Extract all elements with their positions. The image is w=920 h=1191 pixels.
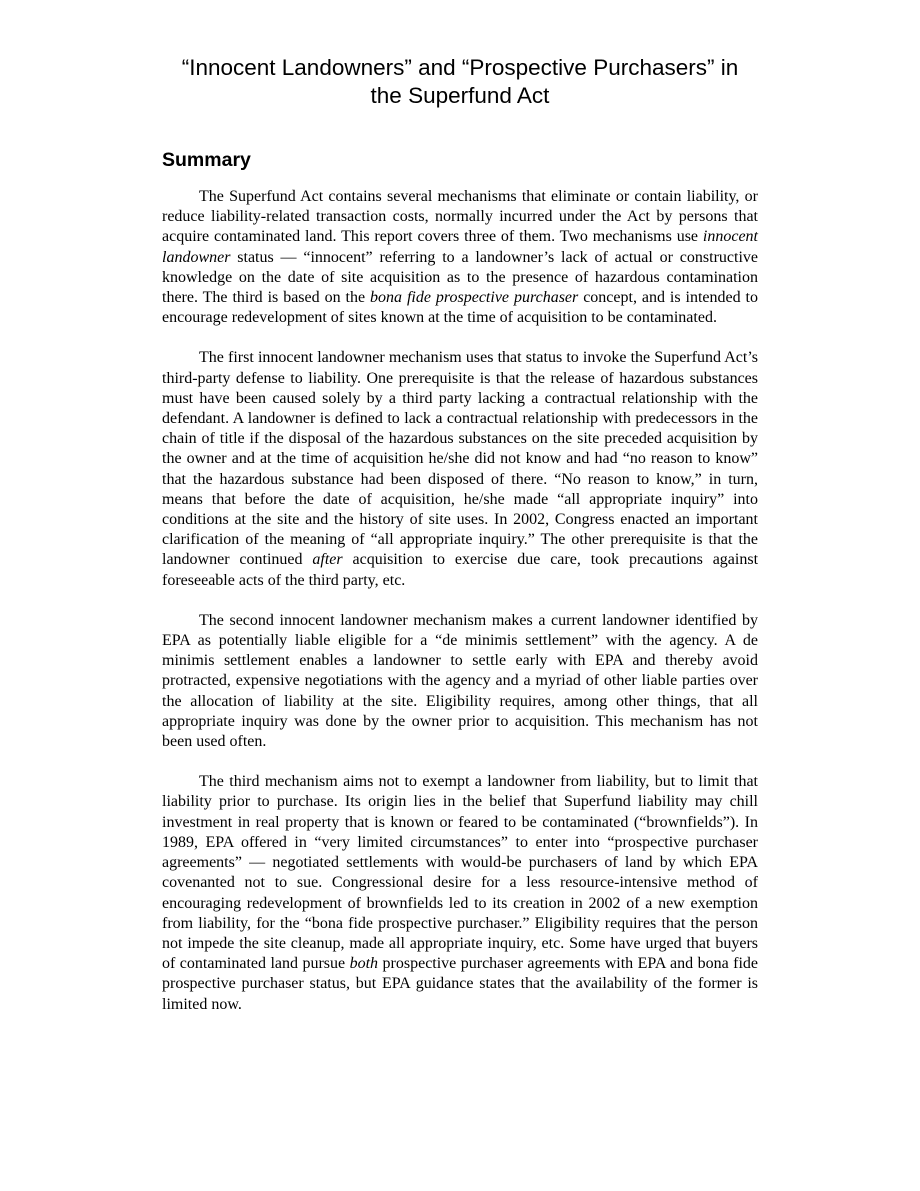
paragraph-text: The second innocent landowner mechanism makes a current landowner identified by EPA as potentially liable eligible for a “de minimis settlement” with the agency. A de minimis settlement enables a landowner to settle early with EPA and thereby avoid protracted, expensive negotiations with the agency and a myriad of other liable parties over the allocation of liability at the site. Eligibility requires, among other things, that all appropriate inquiry was done by the owner prior to acquisition. This mechanism has not been used often.: [162, 611, 758, 751]
paragraph-text: prospective purchaser agreements with EPA and bona fide prospective purchaser status, but EPA guidance states that the availability of the former is limited now.: [162, 955, 759, 1013]
italic-term: after: [312, 551, 343, 569]
summary-paragraph-3: [162, 611, 758, 752]
summary-paragraph-1: [162, 187, 758, 328]
paragraph-text: concept, and is intended to encourage redevelopment of sites known at the time of acquisition to be contaminated.: [162, 289, 758, 327]
paragraph-text: acquisition to exercise due care, took precautions against foreseeable acts of the third party, etc.: [162, 551, 759, 589]
paragraph-text: The first innocent landowner mechanism uses that status to invoke the Superfund Act’s third-party defense to liability. One prerequisite is that the release of hazardous substances must have been caused solely by a third party lacking a contractual relationship with the defendant. A landowner is defined to lack a contractual relationship with predecessors in the chain of title if the disposal of the hazardous substances on the site preceded acquisition by the owner and at the time of acquisition he/she did not know and had “no reason to know” that the hazardous substance had been disposed of there. “No reason to know,” in turn, means that before the date of acquisition, he/she made “all appropriate inquiry” into conditions at the site and the history of site uses. In 2002, Congress enacted an important clarification of the meaning of “all appropriate inquiry.” The other prerequisite is that the landowner continued: [162, 349, 758, 569]
title-line-2: the Superfund Act: [370, 83, 550, 108]
italic-term: both: [349, 955, 379, 973]
italic-term: bona fide prospective purchaser: [370, 289, 579, 307]
summary-paragraph-2: [162, 348, 758, 590]
summary-heading: Summary: [162, 149, 251, 171]
document-title: [162, 54, 758, 110]
summary-paragraph-4: [162, 772, 758, 1014]
paragraph-text: status — “innocent” referring to a landowner’s lack of actual or constructive knowledge on the date of site acquisition as to the presence of hazardous contamination there. The third is based on the: [162, 248, 758, 307]
italic-term: innocent landowner: [162, 228, 758, 266]
paragraph-text: The third mechanism aims not to exempt a landowner from liability, but to limit that liability prior to purchase. Its origin lies in the belief that Superfund liability may chill investment in real property that is known or feared to be contaminated (“brownfields”). In 1989, EPA offered in “very limited circumstances” to enter into “prospective purchaser agreements” — negotiated settlements with would-be purchasers of land by which EPA covenanted not to sue. Congressional desire for a less resource-intensive method of encouraging redevelopment of brownfields led to its creation in 2002 of a new exemption from liability, for the “bona fide prospective purchaser.” Eligibility requires that the person not impede the site cleanup, made all appropriate inquiry, etc. Some have urged that buyers of contaminated land pursue: [162, 773, 758, 973]
title-line-1: “Innocent Landowners” and “Prospective Purchasers” in: [181, 55, 739, 80]
document-page: [162, 54, 758, 1015]
paragraph-text: The Superfund Act contains several mechanisms that eliminate or contain liability, or reduce liability-related transaction costs, normally incurred under the Act by persons that acquire contaminated land. This report covers three of them. Two mechanisms use: [162, 188, 758, 246]
